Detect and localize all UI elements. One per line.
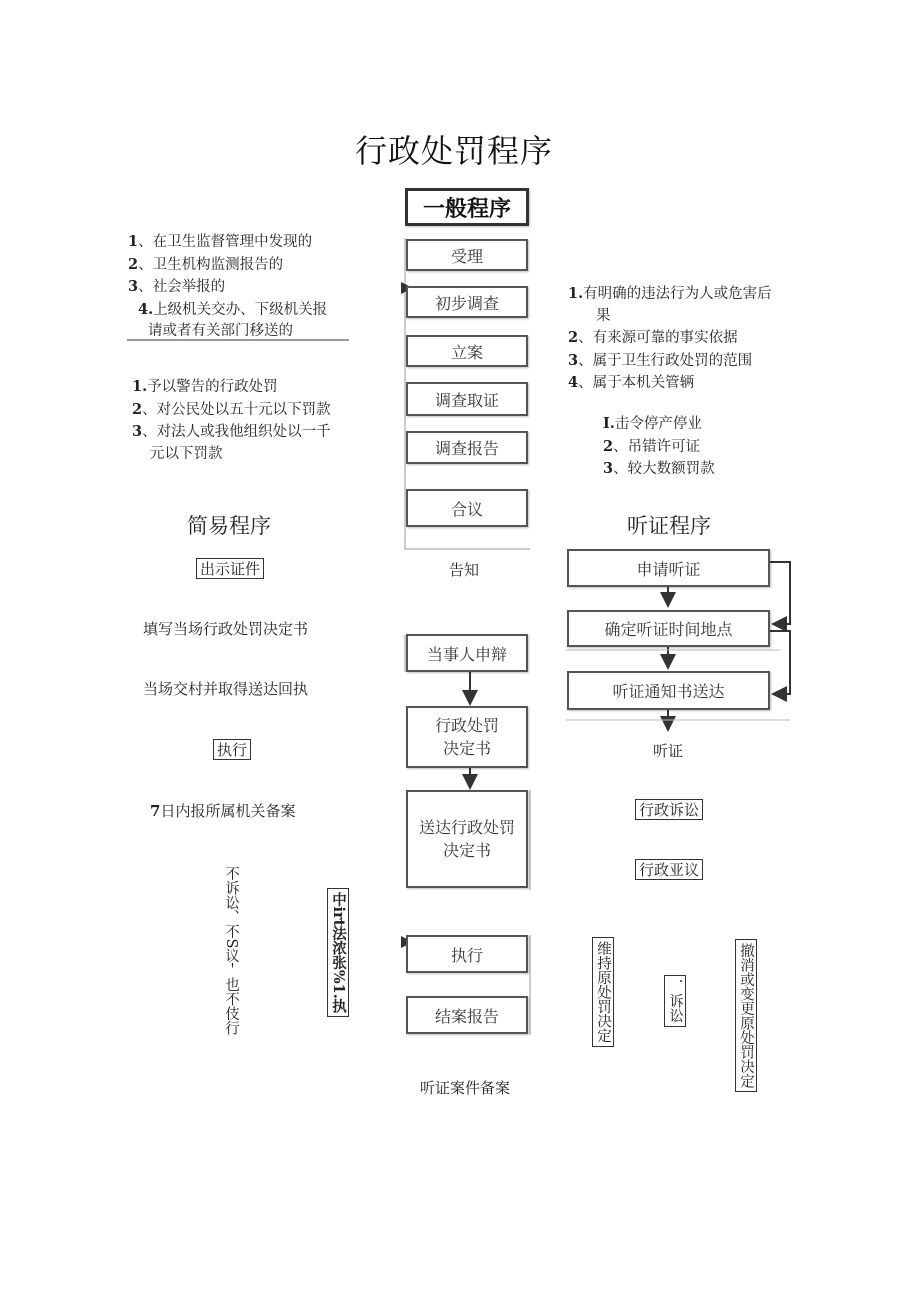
simple-case-item: 元以下罚款 [150,445,223,462]
step-deliver-line1: 送达行政处罚 [418,817,515,837]
court-enforcement-vertical-text: 中irt法浓张%1.执 [327,888,349,1017]
filing-conditions-list [568,283,808,395]
source-item-continued: 请或者有关部门移送的 [148,323,293,339]
simple-execute: 执行 [213,739,251,760]
step-decision-line2: 决定书 [442,739,491,758]
hearing-apply: 申请听证 [567,549,770,587]
step-decision-line1: 行政处罚 [434,715,499,735]
hearing-case-item: I.击令停产停业 [603,415,702,432]
uphold-decision-vertical-text: 维持原处罚决定 [592,937,614,1047]
simple-fill-decision: 填写当场行政处罚决定书 [143,620,309,638]
step-investigate: 调查取证 [406,382,528,416]
simple-show-id: 出示证件 [196,558,264,579]
step-defense: 当事人申辩 [406,634,528,672]
source-item: 3、社会举报的 [128,278,226,295]
bracket-confirm-to-notify [770,631,790,694]
hearing-procedure-heading: 听证程序 [627,514,711,538]
general-procedure-header: 一般程序 [405,188,529,226]
condition-item: 果 [596,307,611,324]
hearing-archive-label: 听证案件备案 [420,1079,511,1097]
case-sources-list [128,231,358,343]
hearing-notify: 听证通知书送达 [567,671,770,710]
administrative-litigation: 行政诉讼 [635,799,703,820]
simple-deliver-receipt: 当场交村并取得送达回执 [143,680,309,698]
hearing-case-item: 3、较大数额罚款 [603,460,715,477]
simple-report-archive: 7日内报所属机关备案 [150,802,296,820]
step-accept: 受理 [406,239,528,271]
step-decision [406,706,528,768]
hearing-label: 听证 [653,742,684,760]
page-title: 行政处罚程序 [354,132,553,170]
simple-procedure-heading: 简易程序 [187,514,271,538]
bracket-apply-to-confirm [770,562,790,624]
simple-cases-list [132,376,372,465]
condition-item: 4、属于本机关管辆 [568,374,695,391]
step-deliberation: 合议 [406,489,528,527]
simple-case-item: 2、对公民处以五十元以下罚款 [132,400,331,418]
step-initial-survey: 初步调查 [406,286,528,318]
hearing-cases-list [603,413,803,481]
simple-case-item: 1.予以警告的行政处罚 [132,378,278,395]
condition-item: 2、有来源可靠的事实依据 [568,329,738,346]
step-filing: 立案 [406,335,528,367]
step-investigation-report: 调查报告 [406,431,528,464]
hearing-confirm-time-place: 确定听证时间地点 [567,610,770,647]
litigation-vertical-text: ．诉讼 [664,975,686,1027]
source-item: 4.上级机关交办、下级机关报 [138,300,328,318]
step-closing-report: 结案报告 [406,996,528,1034]
notice-label: 告知 [449,561,480,579]
hearing-case-item: 2、吊错许可证 [603,437,701,455]
no-appeal-vertical-text: 不诉讼、不S议＇也不伎行 [223,866,239,1036]
condition-item: 3、属于卫生行政处罚的范围 [568,351,753,369]
administrative-review: 行政亚议 [635,859,703,880]
simple-case-item: 3、对法人或我他组织处以一千 [132,423,331,440]
source-item: 2、卫生机构监测报告的 [128,255,284,273]
source-item: 1、在卫生监督管理中发现的 [128,233,313,250]
revoke-decision-vertical-text: 撤消或变更原处罚决定 [735,939,757,1092]
step-deliver-line2: 决定书 [442,841,491,860]
step-execute: 执行 [406,935,528,973]
condition-item: 1.有明确的违法行为人或危害后 [568,285,772,302]
step-deliver-decision [406,790,528,888]
